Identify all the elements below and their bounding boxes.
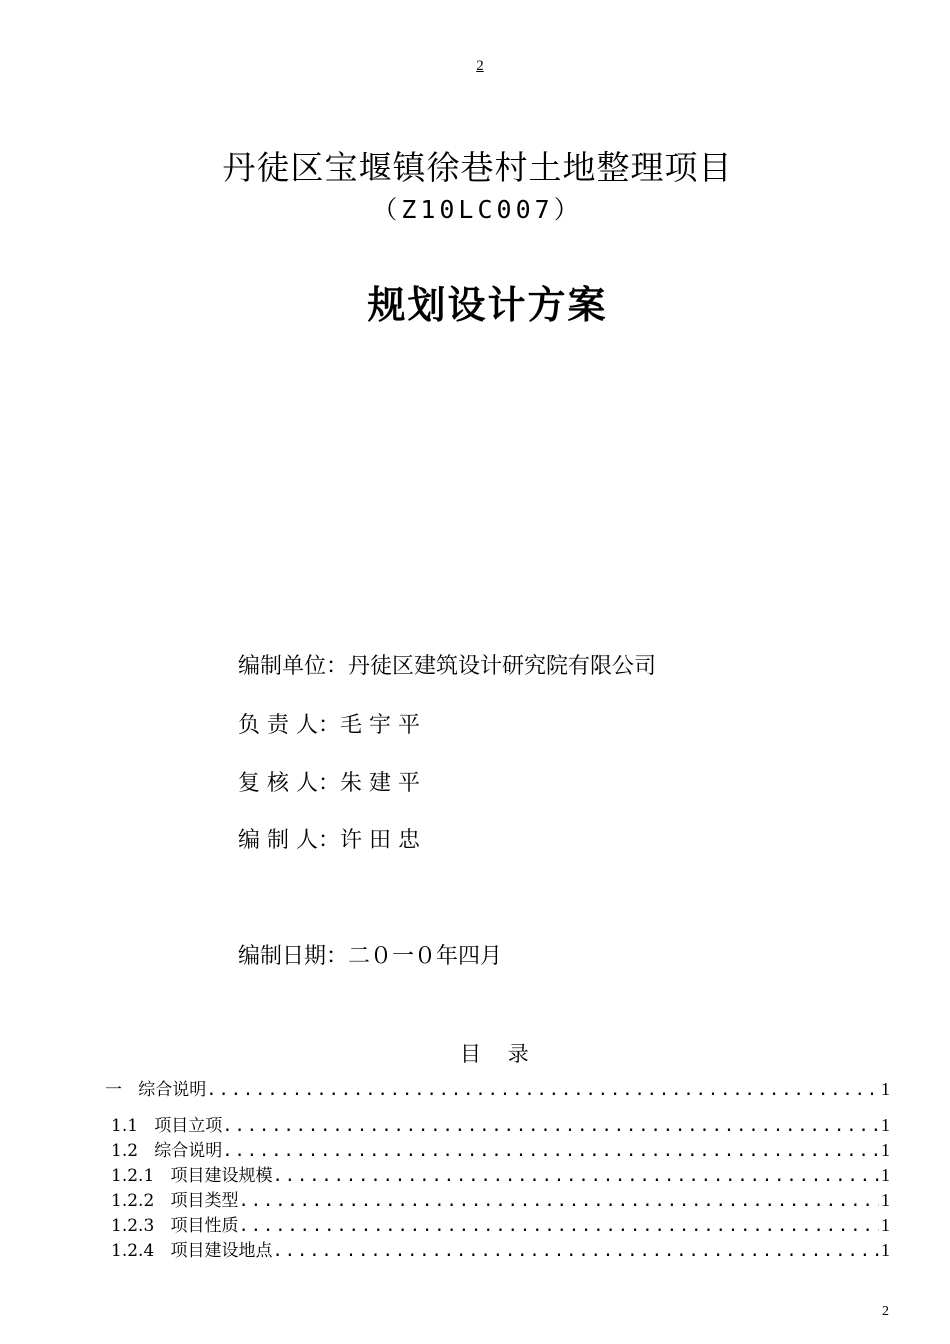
toc-entry-title: 项目立项	[154, 1116, 223, 1136]
toc-entry-page: 1	[881, 1079, 890, 1099]
toc-entry[interactable]	[105, 1113, 890, 1138]
footer-page-number: 2	[882, 1304, 889, 1319]
toc-heading: 目 录	[460, 1042, 529, 1066]
info-value: 丹徒区建筑设计研究院有限公司	[348, 654, 657, 679]
toc-entry-number: 1.2.3	[111, 1216, 155, 1236]
toc-entry-title: 项目建设地点	[170, 1241, 273, 1261]
toc-leader-dots	[238, 1214, 879, 1238]
toc-entry-number: 1.2.4	[111, 1241, 155, 1261]
toc-entry[interactable]	[105, 1213, 890, 1238]
info-organization	[238, 652, 656, 682]
toc-entry-page: 1	[881, 1190, 890, 1210]
info-label: 编制日期：	[238, 944, 349, 969]
toc-leader-dots	[272, 1239, 879, 1263]
toc-entry-number: 1.2.2	[111, 1191, 155, 1211]
toc-leader-dots	[272, 1164, 879, 1188]
toc-entry-title: 综合说明	[138, 1080, 207, 1100]
info-author	[238, 826, 420, 856]
toc-entry-number: 1.1	[111, 1116, 139, 1136]
toc-leader-dots	[238, 1189, 879, 1213]
info-value: 朱 建 平	[340, 771, 420, 796]
info-label: 编制单位：	[238, 654, 349, 679]
toc-entry-page: 1	[881, 1115, 890, 1135]
toc-entry[interactable]	[105, 1188, 890, 1213]
project-code: （Z10LC007）	[372, 195, 583, 224]
toc-leader-dots	[206, 1078, 879, 1102]
info-label: 复 核 人：	[238, 771, 340, 796]
toc-entry-number: 一	[105, 1080, 122, 1100]
toc-entry-page: 1	[881, 1165, 890, 1185]
toc-entry-page: 1	[881, 1240, 890, 1260]
toc-leader-dots	[222, 1114, 879, 1138]
info-label: 编 制 人：	[238, 828, 340, 853]
info-label: 负 责 人：	[238, 713, 340, 738]
toc-entry[interactable]	[105, 1138, 890, 1163]
info-lead	[238, 711, 420, 741]
toc-entry-title: 项目类型	[170, 1191, 239, 1211]
toc-entry[interactable]	[105, 1077, 890, 1102]
toc-entry-number: 1.2	[111, 1141, 139, 1161]
info-value: 二０一０年四月	[348, 944, 503, 969]
document-title: 丹徒区宝堰镇徐巷村土地整理项目	[222, 148, 733, 187]
toc-entry[interactable]	[105, 1163, 890, 1188]
info-value: 许 田 忠	[340, 828, 420, 853]
toc-leader-dots	[222, 1139, 879, 1163]
toc-entry[interactable]	[105, 1238, 890, 1263]
document-subtitle: 规划设计方案	[367, 283, 608, 327]
toc-entry-page: 1	[881, 1140, 890, 1160]
header-page-number: 2	[476, 58, 484, 74]
info-value: 毛 宇 平	[340, 713, 420, 738]
toc-entry-number: 1.2.1	[111, 1166, 155, 1186]
toc-entry-title: 项目建设规模	[170, 1166, 273, 1186]
toc-entry-page: 1	[881, 1215, 890, 1235]
toc-entry-title: 综合说明	[154, 1141, 223, 1161]
info-date	[238, 942, 502, 972]
info-reviewer	[238, 769, 420, 799]
toc-entry-title: 项目性质	[170, 1216, 239, 1236]
